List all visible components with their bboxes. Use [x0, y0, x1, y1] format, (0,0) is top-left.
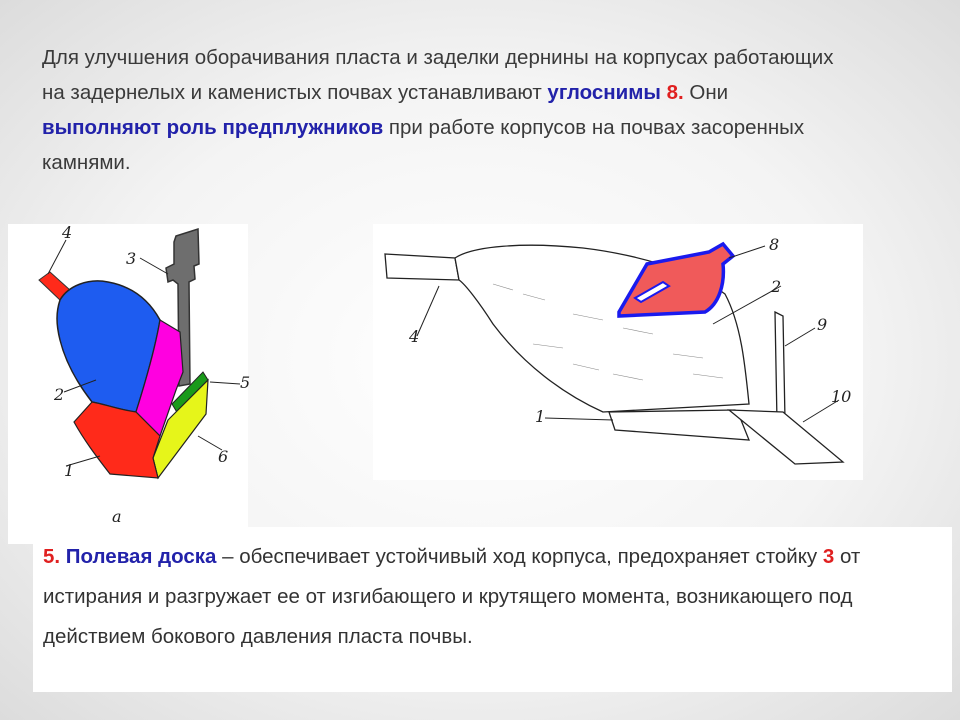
- label-4: 4: [62, 223, 73, 242]
- plow-body-figure-right: [373, 224, 863, 480]
- label-3: 3: [126, 249, 137, 268]
- label-8: 8: [769, 235, 780, 254]
- beam-piece: [385, 254, 459, 280]
- number-3: 3: [822, 545, 835, 568]
- text-part: от истирания и разгружает ее от изгибающего и крутящего момента, возникающего под действием бокового давления пласта почвы.: [43, 545, 861, 648]
- bottom-paragraph: [43, 537, 943, 657]
- label-a: a: [112, 507, 122, 526]
- label-5: 5: [240, 373, 251, 392]
- label-2: 2: [54, 385, 65, 404]
- term-role: выполняют роль предплужников: [42, 116, 384, 139]
- label-4: 4: [409, 327, 420, 346]
- landside-plate: [775, 312, 785, 422]
- text-part: при работе корпусов на почвах засоренных камнями.: [42, 116, 805, 174]
- plow-body-figure-left: [8, 223, 251, 544]
- label-6: 6: [218, 447, 229, 466]
- label-1: 1: [64, 461, 75, 480]
- text-part: Они: [683, 81, 729, 104]
- top-paragraph: [42, 40, 842, 180]
- share-plate: [609, 410, 749, 440]
- term-landside: Полевая доска: [60, 545, 217, 568]
- number-8: 8.: [660, 81, 684, 104]
- term-skimmers: углоснимы: [547, 81, 661, 104]
- bottom-text-box: [33, 527, 952, 692]
- text-part: – обеспечивает устойчивый ход корпуса, предохраняет стойку: [216, 545, 823, 568]
- label-9: 9: [817, 315, 828, 334]
- text-part: Для улучшения оборачивания пласта и заделки дернины на корпусах работающих на задернелых и каменистых почвах устанавливают: [42, 46, 834, 104]
- number-5: 5.: [43, 545, 61, 568]
- label-1: 1: [535, 407, 546, 426]
- label-10: 10: [831, 387, 852, 406]
- label-2: 2: [771, 277, 782, 296]
- plow-body-skimmer-diagram: [373, 224, 863, 480]
- plow-body-colored-diagram: [8, 223, 251, 544]
